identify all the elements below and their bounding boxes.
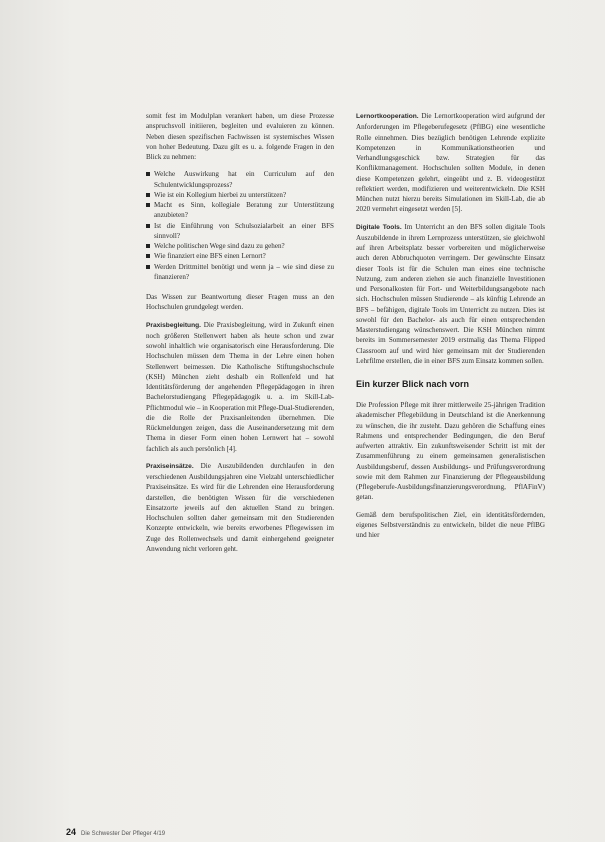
bullet-square-icon — [146, 244, 150, 248]
left-column — [146, 111, 334, 561]
paragraph-praxiseinsaetze: Praxiseinsätze. Die Auszubildenden durchlaufen in den verschiedenen Ausbildungsjahren eine Vielzahl unterschiedlicher Praxiseinsätze. Es wird für die Lehrenden eine Herausforderung darstellen, die benötigten Wissen für die verschiedenen Einsatzorte jeweils auf den aktuellen Stand zu bringen. Hochschulen sollten daher gemeinsam mit den Studierenden Konzepte entwickeln, wie bereits erworbenes Pflegewissen im Zuge des Rollenwechsels und damit einhergehend geeigneter Anwendung nicht verloren geht. — [146, 461, 334, 553]
list-item: Macht es Sinn, kollegiale Beratung zur Unterstützung anzubieten? — [146, 200, 334, 221]
paragraph-lernortkooperation: Lernortkooperation. Die Lernortkooperation wird aufgrund der Anforderungen im Pflegeberufegesetz (PflBG) eine wesentliche Rolle einnehmen. Dies bezüglich benötigen Lehrende explizite Kompetenzen in Kommunikationstheorien und Verhandlungsgeschick bzw. Strategien für das Konfliktmanagement. Hochschulen sollten Module, in denen diese Kompetenzen gelehrt, eingeübt und z. B. videogestützt reflektiert werden, modifizieren und weiterentwickeln. Die KSH München nutzt hierzu bereits Simulationen im Skill-Lab, die ab 2020 vermehrt eingesetzt werden [5]. — [356, 112, 545, 214]
run-in-heading: Praxisbegleitung. — [146, 321, 201, 329]
bullet-square-icon — [146, 172, 150, 176]
run-in-heading: Digitale Tools. — [356, 223, 402, 231]
list-item: Welche politischen Wege sind dazu zu gehen? — [146, 241, 334, 251]
page-footer — [66, 827, 165, 837]
list-item: Werden Drittmittel benötigt und wenn ja – wie sind diese zu finanzieren? — [146, 262, 334, 283]
paragraph-praxisbegleitung: Praxisbegleitung. Die Praxisbegleitung, wird in Zukunft einen noch größeren Stellenwert haben als heute schon und zwar sowohl inhaltlich wie organisatorisch eine Herausforderung. Die Hochschulen müssen dem Thema in der Lehre einen hohen Stellenwert beimessen. Die Katholische Stiftungshochschule (KSH) München zieht deshalb ein Rollenfeld und hat Identitätsförderung der angehenden Pflegepädagogen in ihren Bachelorstudiengang Pflegepädagogik u. a. im Skill-Lab-Pflichtmodul wie – in Kooperation mit Pflege-Dual-Studierenden, die die Rolle der Praxisanleitenden übernehmen. Die Rückmeldungen zeigen, dass die Auseinandersetzung mit dem Thema in dieser Form einen hohen Lernwert hat – sowohl fachlich als auch persönlich [4]. — [146, 320, 334, 453]
paragraph: Gemäß dem berufspolitischen Ziel, ein identitätsfördernden, eigenes Selbstverständnis zu entwickeln, bildet die neue PflBG und hier — [356, 510, 545, 539]
list-item: Wie ist ein Kollegium hierbei zu unterstützen? — [146, 190, 334, 200]
journal-name: Die Schwester Der Pfleger 4/19 — [81, 831, 166, 837]
bullet-square-icon — [146, 203, 150, 207]
section-heading: Ein kurzer Blick nach vorn — [356, 379, 470, 389]
question-list — [146, 169, 334, 282]
paragraph-digitale-tools: Digitale Tools. Im Unterricht an den BFS sollen digitale Tools Auszubildende in ihrem Lernprozess unterstützen, sie gleichwohl auf ihren Arbeitsplatz besser vorbereiten und möglicherweise auch deren Abbruchquoten verringern. Der gewünschte Einsatz dieser Tools ist für die Schulen man eines eine technische Nutzung, zum anderen ziehen sie auch finanzielle Investitionen und Personalkosten für Fort- und Weiterbildungsangebote nach sich. Hochschulen müssen Studierende – als künftig Lehrende an BFS – befähigen, digitale Tools im Unterricht zu nutzen. Dies ist sowohl für den Bachelor- als auch für einen entsprechenden Masterstudiengang wünschenswert. Die KSH München nimmt bereits im Sommersemester 2019 erstmalig das Thema Flipped Classroom auf und wird hier gemeinsam mit der Studierenden Lehrfilme erstellen, die in einer BFS zum Einsatz kommen sollen. — [356, 222, 545, 365]
bullet-square-icon — [146, 224, 150, 228]
paragraph: somit fest im Modulplan verankert haben, um diese Prozesse anspruchsvoll initiieren, begleiten und evaluieren zu können. Neben diesen spezifischen Fachwissen ist systemisches Wissen von hoher Bedeutung. Dazu gilt es u. a. folgende Fragen in den Blick zu nehmen: — [146, 112, 334, 161]
right-column — [356, 111, 545, 547]
run-in-heading: Lernortkooperation. — [356, 113, 419, 120]
run-in-heading: Praxiseinsätze. — [146, 462, 194, 470]
bullet-square-icon — [146, 193, 150, 197]
paragraph: Die Profession Pflege mit ihrer mittlerweile 25-jährigen Tradition akademischer Pflegebildung in Deutschland ist die Anerkennung zu wünschen, die ihr zusteht. Dazu gehören die Schaffung eines Rahmens und entsprechender Bedingungen, die den Beruf aufwerten attraktiv. Ein zukunftsweisender Schritt ist mit der Zusammenführung zu einem gemeinsamen generalistischen Ausbildungsberuf, dessen Ausbildungs- und Prüfungsverordnung sowie mit dem Rahmen zur Finanzierung der Pflegeausbildung (Pflegeberufe-Ausbildungsfinanzierungsverordnung, PflAFinV) getan. — [356, 401, 545, 502]
page-number: 24 — [66, 827, 77, 837]
bullet-square-icon — [146, 265, 150, 269]
list-item: Ist die Einführung von Schulsozialarbeit an einer BFS sinnvoll? — [146, 221, 334, 242]
list-item: Welche Auswirkung hat ein Curriculum auf den Schulentwicklungsprozess? — [146, 169, 334, 190]
paragraph: Das Wissen zur Beantwortung dieser Fragen muss an den Hochschulen grundgelegt werden. — [146, 293, 334, 312]
list-item: Wie finanziert eine BFS einen Lernort? — [146, 251, 334, 261]
bullet-square-icon — [146, 254, 150, 258]
